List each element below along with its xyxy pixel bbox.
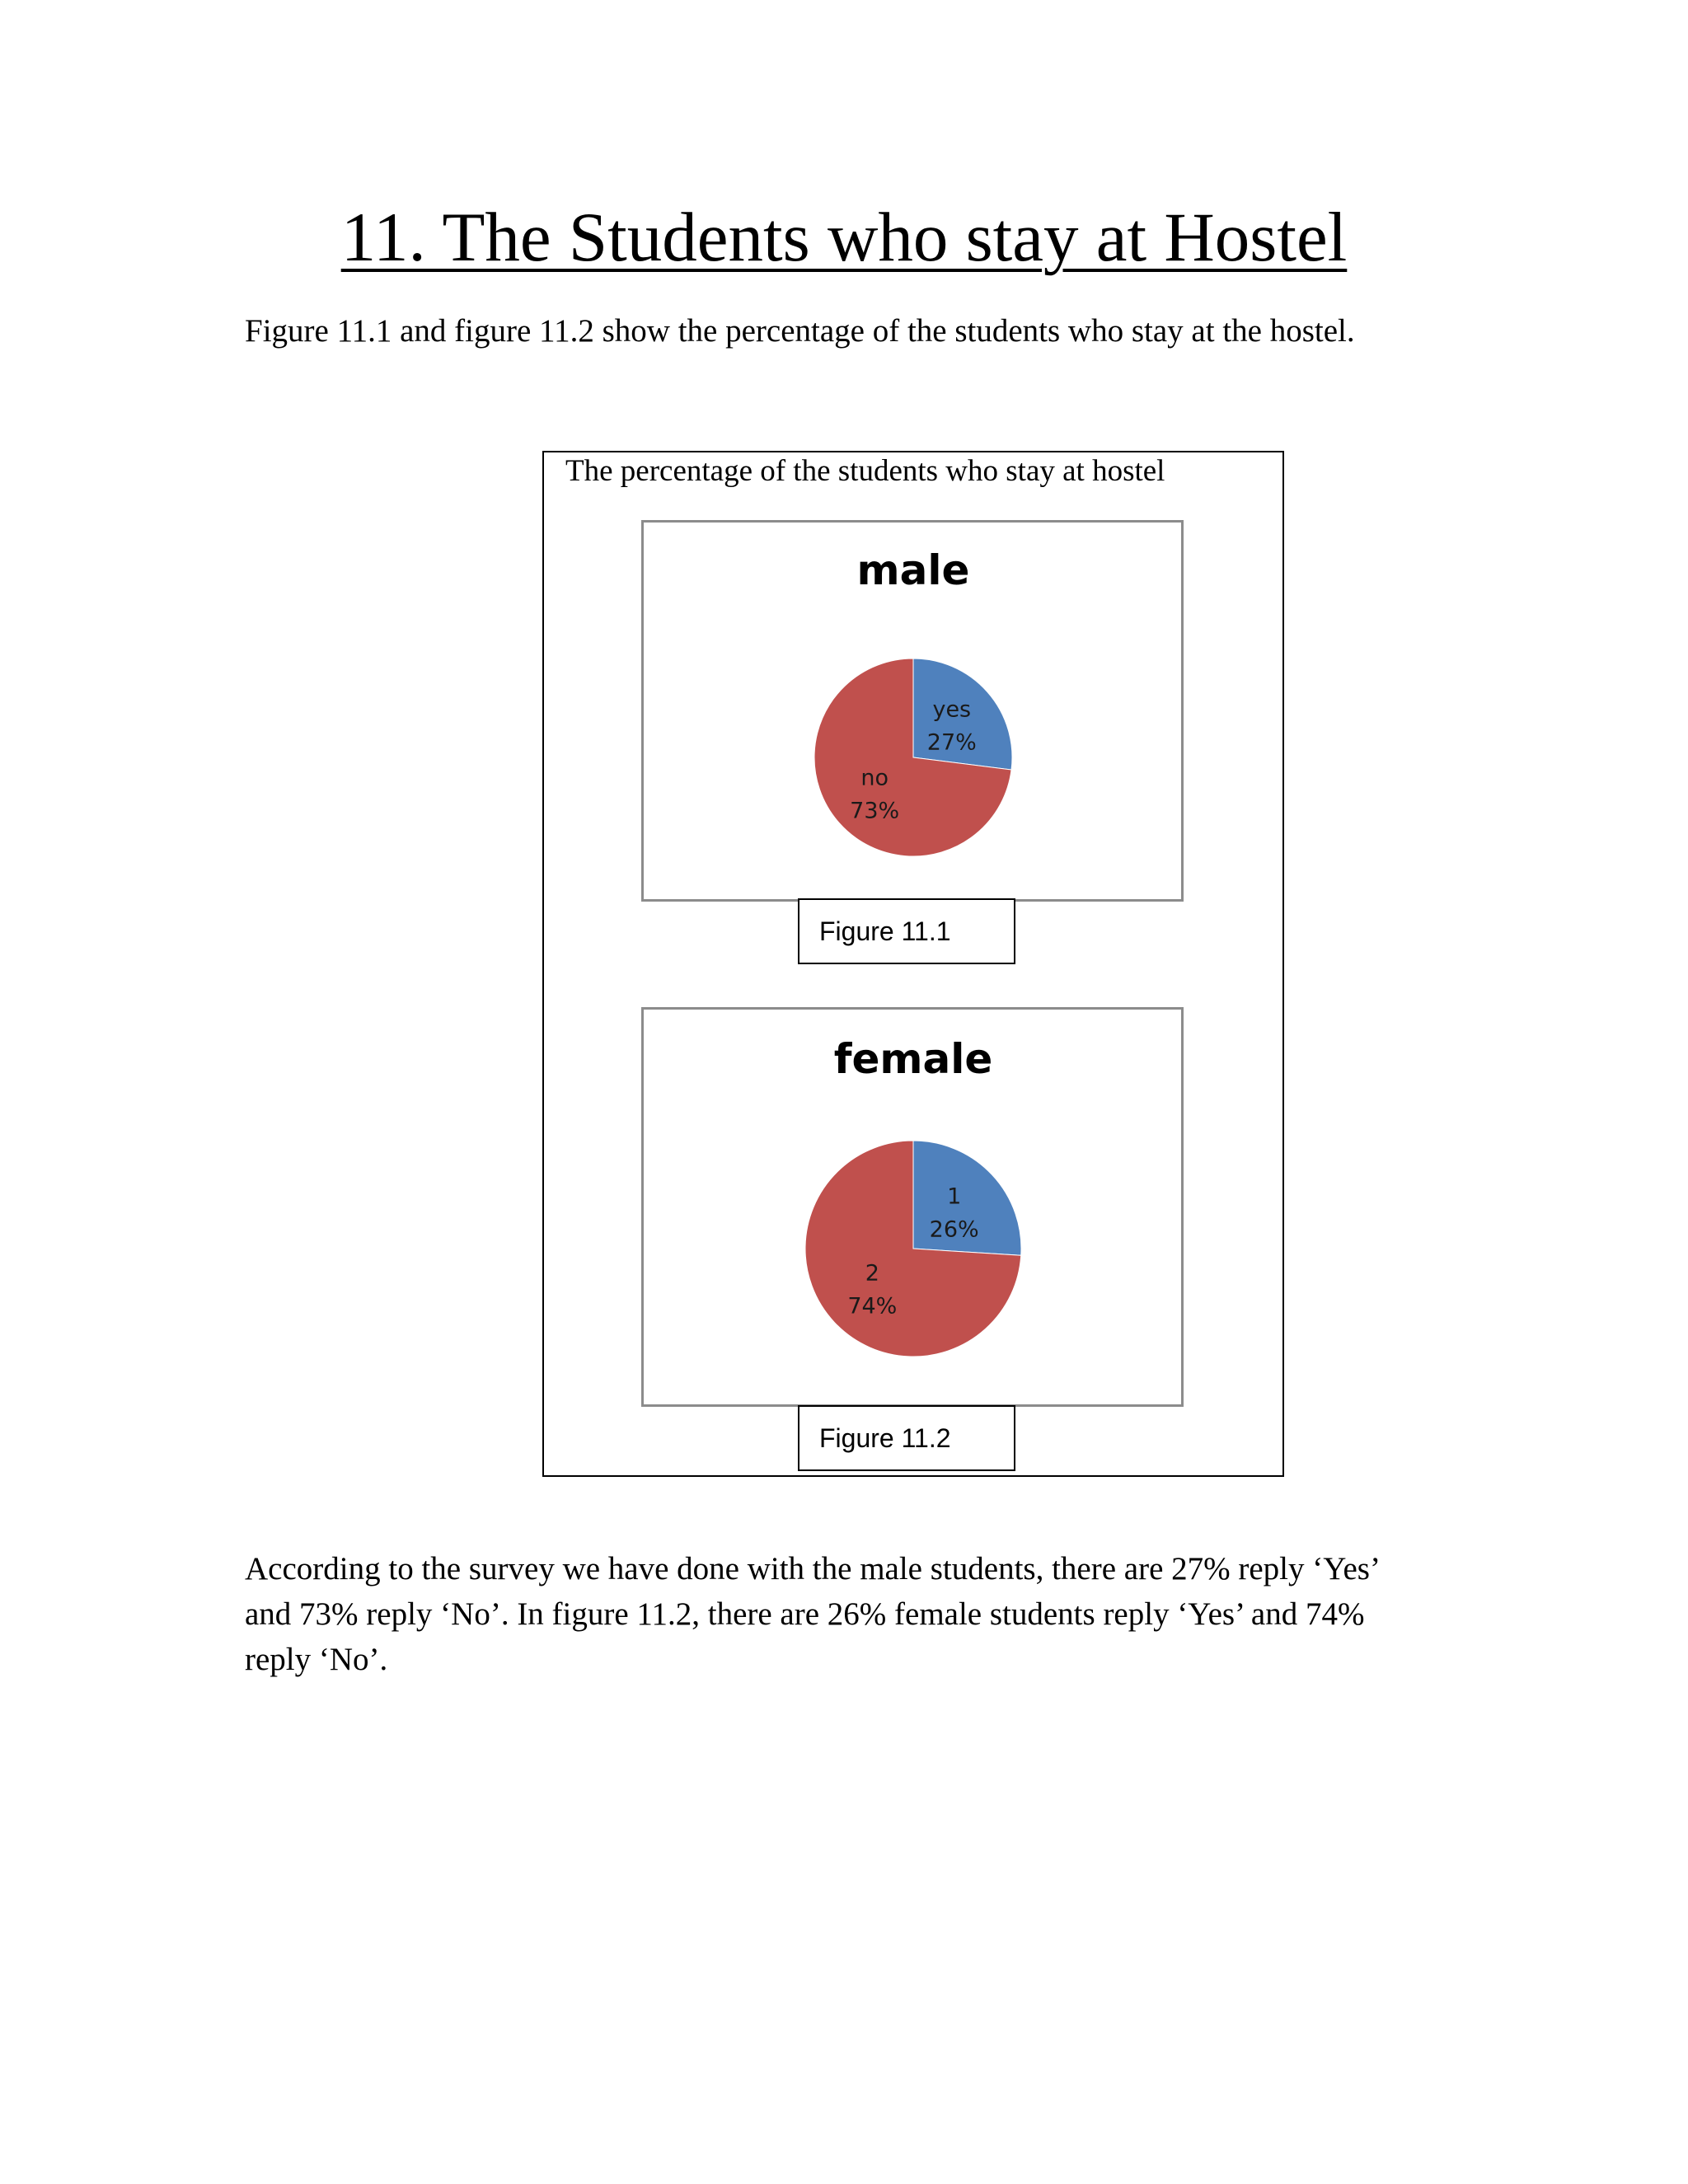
female-chart-title: female xyxy=(833,1035,993,1083)
male-chart-title: male xyxy=(856,546,970,594)
male-data-label-yes-percent: 27% xyxy=(926,729,977,756)
figure-frame-caption: The percentage of the students who stay at hostel xyxy=(565,454,1165,488)
page-heading xyxy=(0,196,1688,279)
male-pie-svg xyxy=(644,523,1181,899)
male-data-label-yes-category: yes xyxy=(932,696,972,723)
figure-label-11-2: Figure 11.2 xyxy=(798,1405,1015,1471)
male-data-label-no-category: no xyxy=(860,765,889,791)
female-data-label-1-percent: 26% xyxy=(929,1216,979,1243)
female-pie-chart xyxy=(641,1007,1184,1407)
female-data-label-2-percent: 74% xyxy=(847,1293,898,1319)
conclusion-paragraph: According to the survey we have done with the male students, there are 27% reply ‘Yes’ and 73% reply ‘No’. In figure 11.2, there are 26% female students reply ‘Yes’ and 74% reply ‘No’. xyxy=(245,1551,1379,1677)
male-pie-chart xyxy=(641,520,1184,902)
female-data-label-1-category: 1 xyxy=(947,1183,962,1210)
page-heading-text: 11. The Students who stay at Hostel xyxy=(340,199,1348,276)
female-data-label-2-category: 2 xyxy=(865,1260,879,1286)
intro-paragraph: Figure 11.1 and figure 11.2 show the percentage of the students who stay at the hostel. xyxy=(245,313,1355,349)
figure-label-11-1: Figure 11.1 xyxy=(798,898,1015,964)
female-pie-svg xyxy=(644,1010,1181,1404)
male-data-label-no-percent: 73% xyxy=(850,798,900,824)
